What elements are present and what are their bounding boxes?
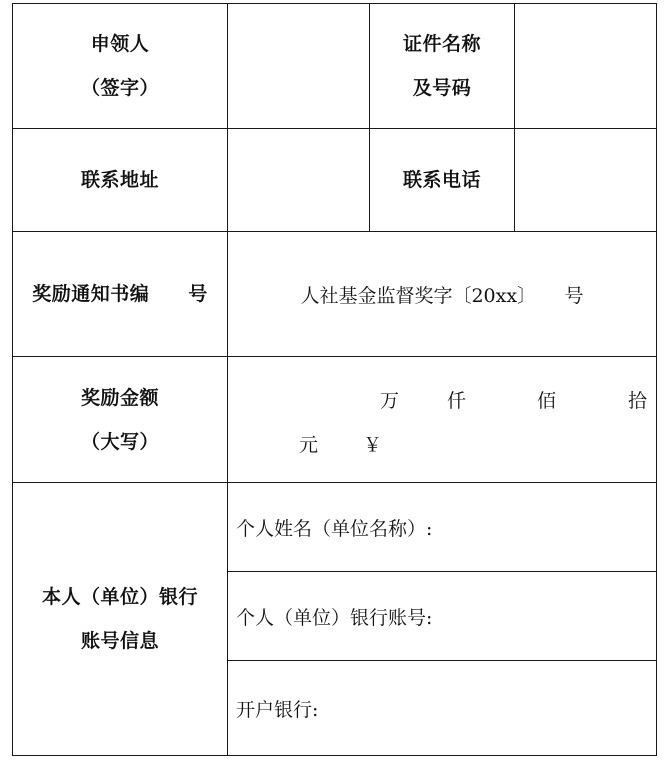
unit-wan: 万 [380,390,400,412]
phone-field[interactable] [515,129,656,231]
opening-bank-label: 开户银行: [236,698,319,721]
account-holder-name-label: 个人姓名（单位名称）: [236,517,433,540]
unit-qian: 仟 [447,390,467,412]
address-label: 联系地址 [80,169,159,191]
id-number-field[interactable] [515,4,656,128]
claimant-label-cell [13,4,227,128]
bank-info-label: 本人（单位）银行 [41,586,198,608]
account-holder-name-field[interactable] [236,483,654,571]
yen-symbol: ￥ [363,434,383,456]
amount-label-cell [13,357,227,482]
id-type-label: 证件名称 [402,33,481,55]
address-label-cell [13,129,227,231]
notice-label-cell [13,232,227,356]
address-field[interactable] [228,129,369,231]
amount-uppercase-label: （大写） [80,430,159,453]
amount-field[interactable] [228,357,656,482]
unit-yuan: 元 [299,434,319,456]
bank-account-info-label: 账号信息 [80,630,159,652]
unit-bai: 佰 [537,390,557,412]
bank-account-number-label: 个人（单位）银行账号: [236,606,433,629]
id-label-cell [370,4,514,128]
amount-label: 奖励金额 [80,386,159,409]
notice-number-value: 人社基金监督奖字〔20xx〕 号 [300,284,584,307]
phone-label: 联系电话 [402,169,481,191]
claimant-signature-field[interactable] [228,4,369,128]
notice-number-cell[interactable] [228,232,656,356]
claimant-label: 申领人 [90,33,150,55]
opening-bank-field[interactable] [236,661,654,755]
bank-info-label-cell [13,483,227,755]
phone-label-cell [370,129,514,231]
signature-label: （签字） [80,77,159,99]
form-border-bottom [12,755,656,756]
notice-number-label: 奖励通知书编 号 [32,283,208,305]
unit-shi: 拾 [628,390,648,412]
id-number-label: 及号码 [412,77,472,99]
bank-account-number-field[interactable] [236,572,654,660]
form-border-right [656,3,657,756]
